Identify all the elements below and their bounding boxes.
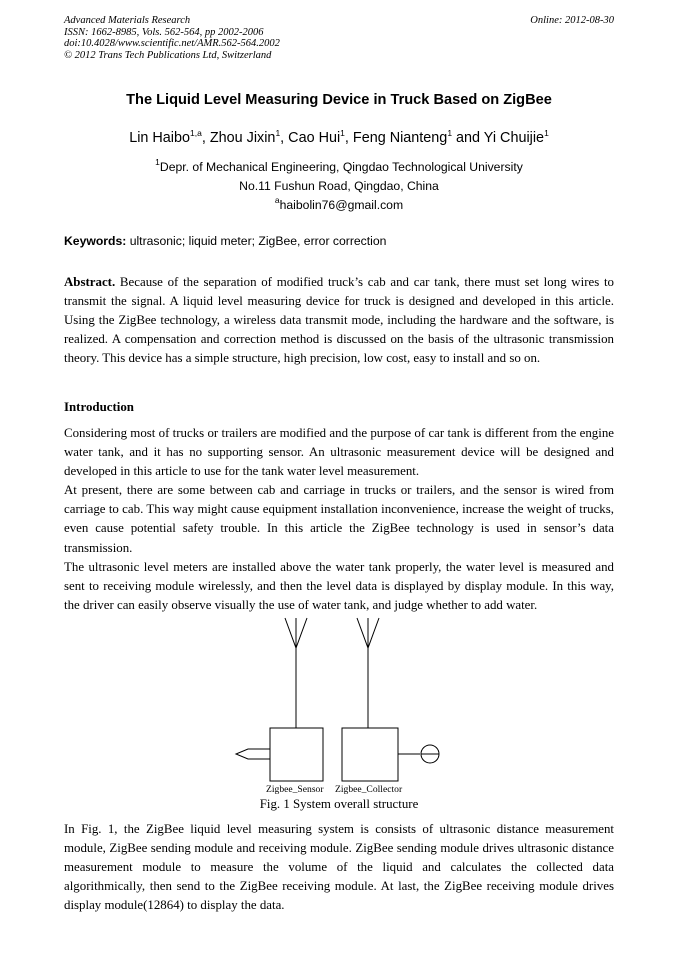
online-date: Online: 2012-08-30: [530, 15, 614, 26]
ultrasonic-probe-icon: [236, 749, 270, 759]
affiliation-line-1: [0, 157, 678, 174]
affiliation-line-2: No.11 Fushun Road, Qingdao, China: [239, 179, 439, 193]
author-affiliation-mark: 1: [340, 128, 345, 138]
issn-line: ISSN: 1662-8985, Vols. 562-564, pp 2002-2006: [64, 26, 264, 38]
collector-label: Zigbee_Collector: [335, 784, 403, 795]
paragraph: Considering most of trucks or trailers are modified and the purpose of car tank is different from the engine water tank, and it has no supporting sensor. An ultrasonic measurement device will be designed and developed in this article to use for the tank water level measurement.: [64, 426, 614, 479]
paragraph: The ultrasonic level meters are installed above the water tank properly, the water level is measured and sent to receiving module wirelessly, and then the level data is displayed by display module. In this way, the driver can easily observe visually the use of water tank, and judge whether to add water.: [64, 559, 614, 612]
author-affiliation-mark: 1: [447, 128, 453, 138]
zigbee-sensor-box: [270, 728, 323, 781]
author-list: [0, 130, 678, 146]
doi-line: doi:10.4028/www.scientific.net/AMR.562-564.2002: [64, 38, 280, 49]
author: Zhou Jixin: [209, 130, 276, 146]
section-heading-introduction: Introduction: [64, 400, 134, 414]
journal-name: Advanced Materials Research: [64, 15, 191, 26]
paper-title: The Liquid Level Measuring Device in Truck Based on ZigBee: [126, 92, 552, 108]
author: Cao Hui: [288, 130, 341, 146]
journal-header: [64, 15, 280, 61]
affiliation-mark: 1: [155, 157, 160, 167]
author-separator: ,: [280, 130, 289, 146]
email-address[interactable]: haibolin76@gmail.com: [279, 198, 404, 212]
author-separator: ,: [344, 130, 353, 146]
email-mark: a: [274, 195, 280, 205]
system-structure-figure: [0, 610, 678, 795]
author: Feng Nianteng: [352, 130, 448, 146]
keywords: [64, 234, 386, 248]
copyright-line: © 2012 Trans Tech Publications Ltd, Switzerland: [64, 49, 272, 61]
author-affiliation-mark: 1,a: [190, 128, 202, 138]
affiliation-text: Depr. of Mechanical Engineering, Qingdao Technological University: [159, 160, 523, 174]
keywords-label: Keywords:: [64, 234, 127, 248]
author: Yi Chuijie: [483, 130, 545, 146]
author-affiliation-mark: 1: [275, 128, 281, 138]
sensor-label: Zigbee_Sensor: [266, 784, 324, 795]
abstract-text: Because of the separation of modified truck’s cab and car tank, there must set long wires to transmit the signal. A liquid level measuring device for truck is designed and developed in this article. Using the ZigBee technology, a wireless data transmit mode, including the hardware and the software, is realized. A compensation and correction method is discussed on the basis of the ultrasonic transmission theory. This device has a simple structure, high precision, low cost, easy to install and so on.: [64, 275, 614, 366]
email-line: [0, 195, 678, 212]
author-separator: ,: [201, 130, 210, 146]
paragraph: At present, there are some between cab and carriage in trucks or trailers, and the sensor is wired from carriage to cab. This way might cause equipment installation inconvenience, increase the weight of trucks, even cause potential safety trouble. In this article the ZigBee technology is used in sensor’s data transmission.: [64, 483, 614, 555]
figure-description: [64, 820, 614, 915]
abstract: [64, 273, 614, 368]
introduction-body: [64, 424, 614, 615]
author-separator: and: [452, 130, 484, 146]
figure-caption: Fig. 1 System overall structure: [259, 797, 419, 811]
keywords-text: ultrasonic; liquid meter; ZigBee, error correction: [126, 234, 387, 248]
abstract-label: Abstract.: [64, 275, 116, 289]
paragraph: In Fig. 1, the ZigBee liquid level measuring system is consists of ultrasonic distance measurement module, ZigBee sending module and receiving module. ZigBee sending module drives ultrasonic distance measurement module to measure the volume of the liquid and calculates the collected data algorithmically, then send to the ZigBee receiving module. At last, the ZigBee receiving module drives display module(12864) to display the data.: [64, 822, 614, 913]
author: Lin Haibo: [129, 130, 191, 146]
zigbee-collector-box: [342, 728, 398, 781]
author-affiliation-mark: 1: [544, 128, 549, 138]
